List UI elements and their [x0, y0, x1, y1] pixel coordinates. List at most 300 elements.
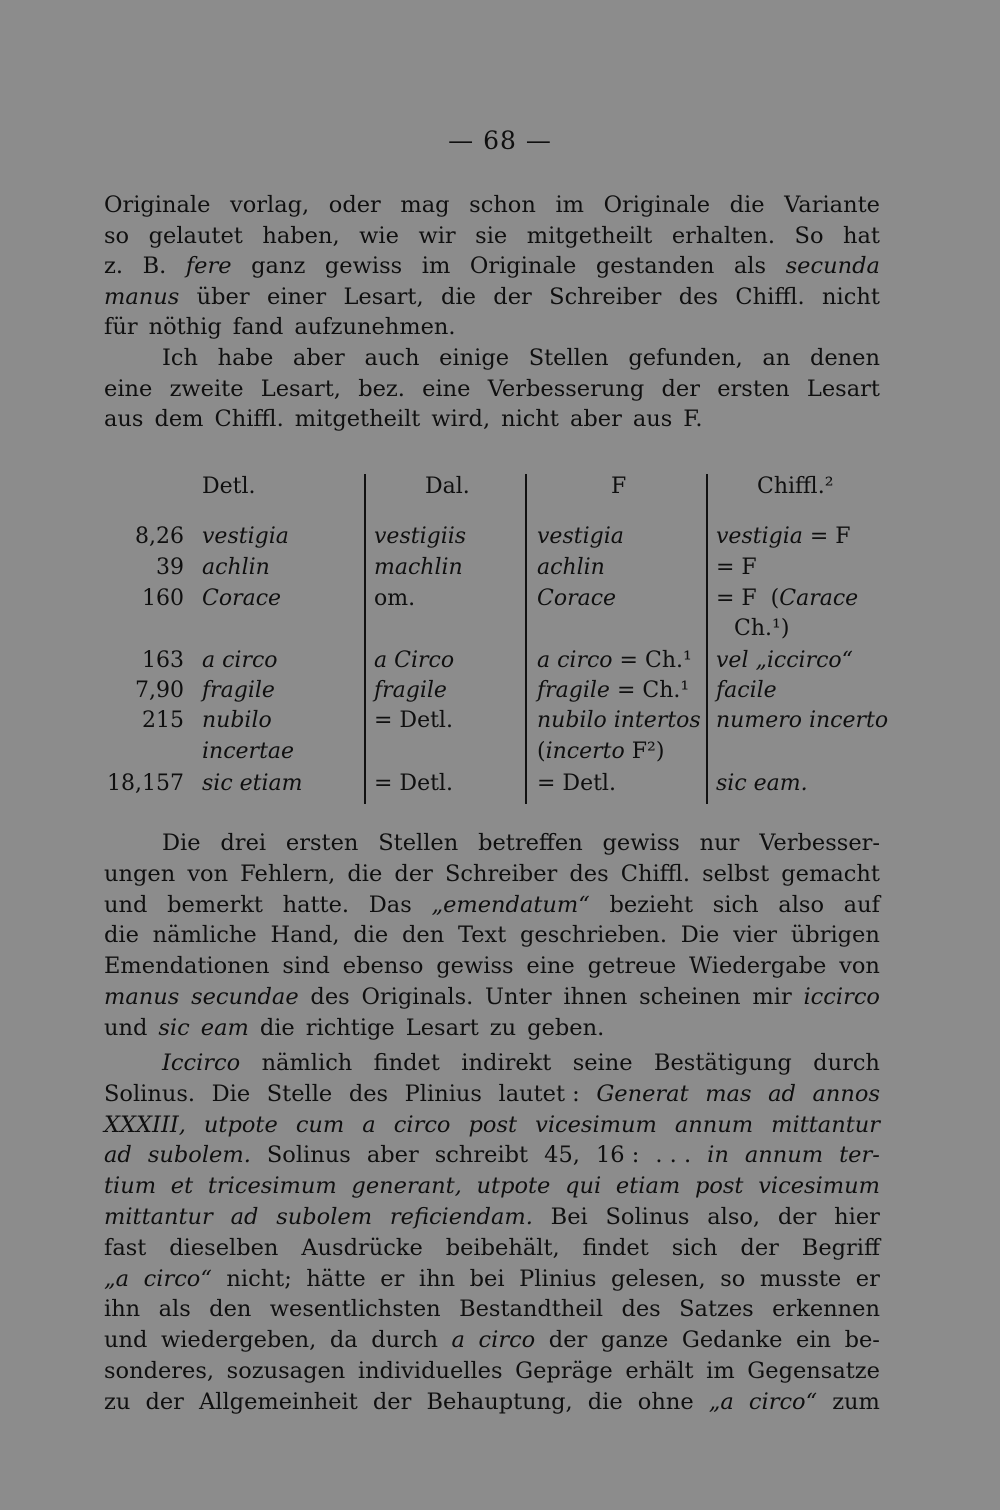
word: ad: [230, 1204, 259, 1230]
word: aus: [632, 406, 673, 432]
cell-f: fragile = Ch.¹: [537, 678, 690, 703]
text-line: [104, 1079, 880, 1109]
cell-dal: machlin: [374, 555, 463, 580]
word: die: [729, 192, 765, 218]
word: fand: [232, 314, 284, 340]
text-line: [104, 1110, 880, 1140]
word: also,: [707, 1204, 761, 1230]
word: gefunden,: [628, 345, 743, 371]
text-line: [104, 190, 880, 220]
word: schon: [469, 192, 536, 218]
word: ungen: [104, 860, 176, 887]
text-line: [162, 828, 880, 858]
word: annum: [744, 1142, 824, 1169]
text-line: [104, 1140, 880, 1170]
row-number: 163: [142, 648, 184, 673]
cell-dal: vestigiis: [374, 524, 467, 549]
word: indirekt: [461, 1050, 552, 1076]
word: Originale: [469, 253, 577, 279]
row-number: 215: [142, 708, 184, 733]
word: F.: [683, 406, 703, 432]
cell-chiffl-continued: Ch.¹): [734, 616, 790, 641]
word: be-: [844, 1327, 880, 1354]
word: Stellen: [378, 830, 459, 856]
word: so: [104, 222, 130, 249]
word: getreue: [587, 953, 677, 980]
word: zum: [832, 1388, 880, 1415]
word: aus: [104, 406, 144, 432]
word: dieselben: [169, 1234, 279, 1261]
word: im: [706, 1358, 735, 1384]
word: des: [569, 860, 609, 887]
word: sic: [158, 1014, 190, 1041]
word: in: [707, 1142, 729, 1169]
word: geben.: [527, 1014, 605, 1041]
word: sich: [671, 1234, 718, 1261]
word: individuelles: [357, 1358, 503, 1384]
word: qui: [565, 1173, 602, 1200]
text-line: [104, 1356, 880, 1386]
word: die: [441, 283, 476, 310]
word: Stellen: [528, 345, 609, 371]
word: wie: [359, 222, 399, 249]
word: Die: [680, 922, 720, 949]
word: 45,: [544, 1142, 580, 1169]
word: Behauptung,: [426, 1388, 573, 1415]
word: vier: [733, 922, 778, 949]
cell-dal: om.: [374, 586, 416, 611]
word: nicht: [501, 406, 559, 432]
word: aber: [366, 1142, 419, 1169]
word: betreffen: [478, 830, 583, 856]
word: einige: [439, 345, 510, 371]
word: Solinus: [605, 1204, 690, 1230]
word: mitgetheilt: [526, 222, 653, 249]
word: die: [587, 1388, 623, 1415]
word: Chiffl.: [735, 283, 805, 310]
cell-f: nubilo intertos: [537, 708, 701, 733]
word: mitgetheilt: [294, 406, 421, 432]
word: Lesart,: [343, 283, 424, 310]
word: mittantur: [771, 1111, 880, 1138]
header-chiffl: Chiffl.²: [757, 474, 834, 499]
word: Originale: [603, 192, 711, 218]
word: ad: [768, 1080, 796, 1107]
word: selbst: [702, 860, 770, 887]
word: Bestandtheil: [459, 1296, 604, 1323]
word: utpote: [203, 1111, 278, 1138]
word: post: [694, 1173, 744, 1200]
word: er: [855, 1265, 880, 1292]
word: die: [347, 860, 383, 887]
word: manus: [104, 984, 180, 1010]
text-line: [104, 1013, 880, 1043]
word: cum: [295, 1111, 345, 1138]
cell-dal: fragile: [374, 678, 447, 703]
word: den: [401, 922, 445, 949]
word: des: [678, 283, 719, 310]
word: So: [794, 222, 824, 249]
text-line: [162, 343, 880, 373]
word: Die: [211, 1080, 251, 1107]
header-detl: Detl.: [202, 474, 256, 499]
word: scheinen: [639, 984, 741, 1010]
word: wir: [418, 222, 456, 249]
word: Das: [368, 891, 412, 918]
word: nöthig: [148, 314, 222, 340]
text-line: [104, 1387, 880, 1417]
text-line: [104, 951, 880, 981]
word: aber: [569, 406, 622, 432]
cell-detl: a circo: [202, 648, 278, 673]
word: a: [451, 1327, 465, 1354]
word: seine: [572, 1050, 633, 1076]
word: manus: [104, 283, 180, 310]
word: der: [394, 860, 433, 887]
word: secundae: [191, 984, 299, 1010]
word: ter-: [839, 1142, 880, 1169]
text-line: [104, 1325, 880, 1355]
word: oder: [328, 192, 381, 218]
word: die: [259, 1014, 295, 1041]
word: vicesimum: [535, 1111, 657, 1138]
word: Solinus: [266, 1142, 351, 1169]
cell-chiffl: vestigia = F: [716, 524, 851, 549]
word: XXXIII,: [104, 1111, 186, 1138]
word: ebenso: [342, 953, 424, 980]
word: Originale: [104, 192, 211, 218]
word: im: [421, 253, 451, 279]
word: Schreiber: [549, 283, 662, 310]
word: nicht;: [226, 1265, 292, 1292]
word: aber: [292, 345, 345, 371]
cell-detl: Corace: [202, 586, 282, 611]
text-line: [104, 374, 880, 404]
word: dem: [154, 406, 204, 432]
row-number: 18,157: [107, 771, 184, 796]
word: subolem.: [147, 1142, 251, 1169]
word: „a: [708, 1388, 734, 1415]
word: über: [196, 283, 250, 310]
word: hier: [834, 1204, 880, 1230]
word: Unter: [485, 984, 552, 1010]
word: eam: [200, 1014, 249, 1041]
word: circo: [478, 1327, 536, 1354]
word: Plinius: [519, 1265, 597, 1292]
word: vicesimum: [758, 1173, 880, 1200]
cell-detl: sic etiam: [202, 771, 303, 796]
word: des: [621, 1296, 661, 1323]
word: musste: [759, 1265, 842, 1292]
text-line: [104, 282, 880, 312]
word: habe: [217, 345, 274, 371]
word: gestanden: [595, 253, 715, 279]
text-line: [104, 1264, 880, 1294]
word: Chiffl.: [214, 406, 284, 432]
word: schreibt: [434, 1142, 529, 1169]
word: und: [104, 1327, 148, 1354]
text-line: [104, 1233, 880, 1263]
text-line: [104, 221, 880, 251]
cell-chiffl: vel „iccirco“: [716, 648, 853, 673]
word: Schreiber: [445, 860, 558, 887]
word: Begriff: [801, 1234, 880, 1261]
word: bez.: [358, 375, 405, 402]
word: auch: [364, 345, 420, 371]
word: Satzes: [679, 1296, 754, 1323]
word: mas: [705, 1080, 752, 1107]
word: denen: [809, 345, 880, 371]
word: . . .: [655, 1142, 692, 1169]
word: des: [348, 1080, 389, 1107]
word: iccirco: [803, 984, 880, 1010]
text-line: [104, 1294, 880, 1324]
word: Text: [457, 922, 507, 949]
word: zu: [489, 1014, 517, 1041]
word: ohne: [637, 1388, 694, 1415]
word: Plinius: [404, 1080, 482, 1107]
word: und: [104, 891, 148, 918]
word: eine: [104, 375, 153, 402]
word: Hand,: [270, 922, 340, 949]
word: vorlag,: [230, 192, 310, 218]
word: hatte.: [282, 891, 350, 918]
text-line: [104, 920, 880, 950]
word: subolem: [276, 1204, 373, 1230]
word: Lesart: [806, 375, 880, 402]
word: durch: [813, 1050, 880, 1076]
word: auf: [843, 891, 880, 918]
header-dal: Dal.: [425, 474, 470, 499]
word: des: [310, 984, 350, 1010]
word: drei: [220, 830, 267, 856]
word: Originals.: [361, 984, 474, 1010]
word: Emendationen: [104, 953, 270, 980]
table-divider-1: [364, 474, 366, 804]
word: sonderes,: [104, 1358, 215, 1384]
cell-dal: a Circo: [374, 648, 455, 673]
row-number: 39: [156, 555, 184, 580]
word: gewiss: [324, 253, 403, 279]
word: fast: [104, 1234, 147, 1261]
word: Ich: [162, 345, 198, 371]
cell-dal: = Detl.: [374, 771, 453, 796]
word: da: [329, 1327, 358, 1354]
cell-f-continued: (incerto F²): [537, 739, 665, 764]
word: mag: [400, 192, 450, 218]
word: Lesart,: [260, 375, 341, 402]
cell-detl: fragile: [202, 678, 275, 703]
word: er: [380, 1265, 405, 1292]
word: bei: [469, 1265, 505, 1292]
row-number: 160: [142, 586, 184, 611]
word: Lesart: [405, 1014, 479, 1041]
word: et: [170, 1173, 194, 1200]
word: Iccirco: [162, 1050, 241, 1076]
table-divider-3: [706, 474, 708, 804]
header-f: F: [611, 474, 627, 499]
word: Gegensatze: [747, 1358, 880, 1384]
word: also: [778, 891, 824, 918]
word: ihnen: [563, 984, 628, 1010]
word: einer: [267, 283, 327, 310]
word: ihn: [418, 1265, 456, 1292]
word: Stelle: [266, 1080, 333, 1107]
cell-detl: achlin: [202, 555, 270, 580]
word: circo“: [143, 1265, 212, 1292]
word: gewiss: [436, 953, 514, 980]
text-line: [104, 312, 880, 342]
word: gemacht: [781, 860, 880, 887]
word: übrigen: [790, 922, 880, 949]
word: wird,: [431, 406, 491, 432]
word: Fehlern,: [240, 860, 336, 887]
word: z.: [104, 253, 124, 279]
word: annos: [812, 1080, 880, 1107]
text-line: [162, 1048, 880, 1078]
cell-dal: = Detl.: [374, 708, 453, 733]
word: der: [548, 1327, 588, 1354]
word: von: [187, 860, 229, 887]
word: die: [104, 922, 139, 949]
word: findet: [582, 1234, 649, 1261]
word: der: [740, 1234, 779, 1261]
cell-f: vestigia: [537, 524, 624, 549]
word: der: [372, 1388, 412, 1415]
word: gelesen,: [610, 1265, 706, 1292]
word: der: [777, 1204, 817, 1230]
word: „a: [104, 1265, 130, 1292]
word: sozusagen: [226, 1358, 346, 1384]
word: an: [762, 345, 791, 371]
word: ersten: [285, 830, 359, 856]
cell-chiffl: numero incerto: [716, 708, 889, 733]
word: erhalten.: [671, 222, 776, 249]
word: erkennen: [772, 1296, 880, 1323]
cell-f: a circo = Ch.¹: [537, 648, 692, 673]
text-line: [104, 859, 880, 889]
word: Gedanke: [681, 1327, 783, 1354]
word: tricesimum: [207, 1173, 337, 1200]
word: ad: [104, 1142, 132, 1169]
text-line: [104, 890, 880, 920]
word: reficiendam.: [389, 1204, 533, 1230]
word: zu: [104, 1388, 131, 1415]
word: ersten: [717, 375, 790, 402]
word: post: [468, 1111, 518, 1138]
word: Generat: [596, 1080, 689, 1107]
word: hat: [843, 222, 880, 249]
word: Verbesser-: [759, 830, 880, 856]
word: circo: [393, 1111, 451, 1138]
word: nämliche: [152, 922, 257, 949]
word: Ausdrücke: [301, 1234, 423, 1261]
word: a: [362, 1111, 376, 1138]
word: Bestätigung: [653, 1050, 792, 1076]
word: Die: [162, 830, 201, 856]
word: Gepräge: [515, 1358, 613, 1384]
word: zweite: [169, 375, 244, 402]
cell-detl: nubilo: [202, 708, 272, 733]
cell-chiffl: sic eam.: [716, 771, 808, 796]
word: sind: [282, 953, 330, 980]
word: mittantur: [104, 1204, 213, 1230]
word: Allgemeinheit: [199, 1388, 358, 1415]
cell-f: achlin: [537, 555, 605, 580]
word: „emendatum“: [431, 891, 590, 918]
word: generant,: [351, 1173, 462, 1200]
text-line: [104, 1202, 880, 1232]
word: im: [555, 192, 584, 218]
word: wiedergeben,: [160, 1327, 317, 1354]
word: tium: [104, 1173, 157, 1200]
word: secunda: [785, 253, 880, 279]
word: ihn: [104, 1296, 141, 1323]
word: Verbesserung: [487, 375, 645, 402]
cell-detl-continued: incertae: [202, 739, 295, 764]
table-divider-2: [525, 474, 527, 804]
word: 16 :: [595, 1142, 640, 1169]
cell-f: = Detl.: [537, 771, 616, 796]
word: haben,: [262, 222, 340, 249]
word: utpote: [476, 1173, 551, 1200]
word: wesentlichsten: [269, 1296, 441, 1323]
word: circo“: [748, 1388, 818, 1415]
word: ganz: [251, 253, 306, 279]
word: annum: [674, 1111, 754, 1138]
text-line: [104, 1171, 880, 1201]
cell-f: Corace: [537, 586, 617, 611]
word: gewiss: [602, 830, 680, 856]
word: der: [493, 283, 532, 310]
word: richtige: [305, 1014, 395, 1041]
word: sie: [475, 222, 508, 249]
word: Bei: [550, 1204, 588, 1230]
word: eine: [422, 375, 471, 402]
word: durch: [371, 1327, 438, 1354]
word: eine: [526, 953, 575, 980]
word: nicht: [822, 283, 880, 310]
word: mir: [752, 984, 792, 1010]
word: der: [145, 1388, 184, 1415]
word: Chiffl.: [620, 860, 690, 887]
word: bezieht: [609, 891, 694, 918]
row-number: 7,90: [135, 678, 184, 703]
word: geschrieben.: [520, 922, 668, 949]
cell-detl: vestigia: [202, 524, 289, 549]
word: Solinus.: [104, 1080, 196, 1107]
word: fere: [185, 253, 232, 279]
word: beibehält,: [445, 1234, 560, 1261]
word: und: [104, 1014, 148, 1041]
word: hätte: [306, 1265, 366, 1292]
word: Variante: [784, 192, 880, 218]
cell-chiffl: = F (Carace: [716, 586, 859, 611]
word: nämlich: [261, 1050, 353, 1076]
word: lautet :: [498, 1080, 580, 1107]
word: Wiedergabe: [689, 953, 827, 980]
word: nur: [699, 830, 740, 856]
word: ganze: [600, 1327, 669, 1354]
word: aufzunehmen.: [294, 314, 456, 340]
word: die: [353, 922, 389, 949]
word: bemerkt: [167, 891, 263, 918]
cell-chiffl: facile: [716, 678, 777, 703]
word: gelautet: [148, 222, 243, 249]
word: als: [158, 1296, 191, 1323]
word: sich: [712, 891, 759, 918]
cell-chiffl: = F: [716, 555, 757, 580]
